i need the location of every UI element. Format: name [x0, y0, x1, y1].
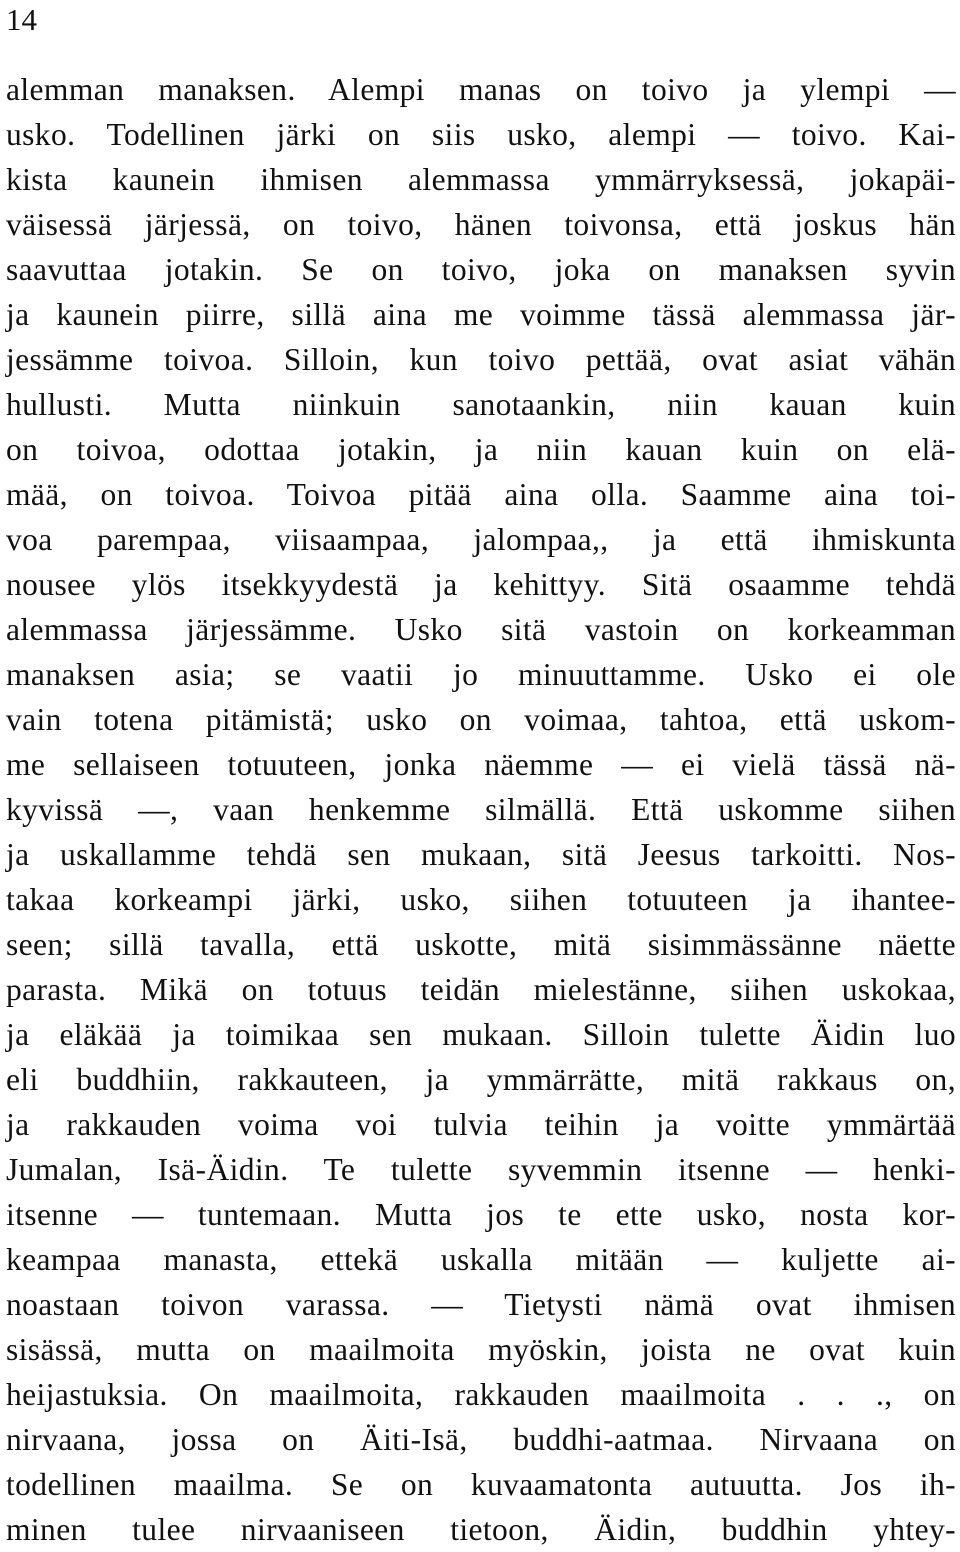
- text-line: nousee ylös itsekkyydestä ja kehittyy. Sitä osaamme tehdä: [6, 567, 956, 602]
- text-line: hullusti. Mutta niinkuin sanotaankin, niin kauan kuin: [6, 387, 956, 422]
- text-line: kista kaunein ihmisen alemmassa ymmärryksessä, jokapäi-: [6, 162, 956, 197]
- text-line: väisessä järjessä, on toivo, hänen toivonsa, että joskus hän: [6, 207, 956, 242]
- text-line: saavuttaa jotakin. Se on toivo, joka on manaksen syvin: [6, 252, 956, 287]
- text-line: alemman manaksen. Alempi manas on toivo ja ylempi —: [6, 72, 956, 107]
- body-text: [6, 67, 956, 1552]
- text-line: seen; sillä tavalla, että uskotte, mitä sisimmässänne näette: [6, 927, 956, 962]
- text-line: usko. Todellinen järki on siis usko, alempi — toivo. Kai-: [6, 117, 956, 152]
- text-line: Jumalan, Isä-Äidin. Te tulette syvemmin itsenne — henki-: [6, 1152, 956, 1187]
- text-line: parasta. Mikä on totuus teidän mielestänne, siihen uskokaa,: [6, 972, 956, 1007]
- text-line: ja rakkauden voima voi tulvia teihin ja voitte ymmärtää: [6, 1107, 956, 1142]
- text-line: kyvissä —, vaan henkemme silmällä. Että uskomme siihen: [6, 792, 956, 827]
- text-line: on toivoa, odottaa jotakin, ja niin kauan kuin on elä-: [6, 432, 956, 467]
- text-line: eli buddhiin, rakkauteen, ja ymmärrätte, mitä rakkaus on,: [6, 1062, 956, 1097]
- text-line: sisässä, mutta on maailmoita myöskin, joista ne ovat kuin: [6, 1332, 956, 1367]
- text-line: nirvaana, jossa on Äiti-Isä, buddhi-aatmaa. Nirvaana on: [6, 1422, 956, 1457]
- text-line: heijastuksia. On maailmoita, rakkauden maailmoita . . ., on: [6, 1377, 956, 1412]
- text-line: minen tulee nirvaaniseen tietoon, Äidin, buddhin yhtey-: [6, 1512, 956, 1547]
- text-line: jessämme toivoa. Silloin, kun toivo pettää, ovat asiat vähän: [6, 342, 956, 377]
- text-line: itsenne — tuntemaan. Mutta jos te ette usko, nosta kor-: [6, 1197, 956, 1232]
- text-line: mää, on toivoa. Toivoa pitää aina olla. Saamme aina toi-: [6, 477, 956, 512]
- text-line: ja kaunein piirre, sillä aina me voimme tässä alemmassa jär-: [6, 297, 956, 332]
- text-line: keampaa manasta, ettekä uskalla mitään — kuljette ai-: [6, 1242, 956, 1277]
- text-line: alemmassa järjessämme. Usko sitä vastoin on korkeamman: [6, 612, 956, 647]
- text-line: ja uskallamme tehdä sen mukaan, sitä Jeesus tarkoitti. Nos-: [6, 837, 956, 872]
- text-line: manaksen asia; se vaatii jo minuuttamme. Usko ei ole: [6, 657, 956, 692]
- text-line: todellinen maailma. Se on kuvaamatonta autuutta. Jos ih-: [6, 1467, 956, 1502]
- text-line: me sellaiseen totuuteen, jonka näemme — ei vielä tässä nä-: [6, 747, 956, 782]
- text-line: voa parempaa, viisaampaa, jalompaa,, ja että ihmiskunta: [6, 522, 956, 557]
- page-number: 14: [6, 2, 37, 37]
- text-line: noastaan toivon varassa. — Tietysti nämä ovat ihmisen: [6, 1287, 956, 1322]
- text-line: ja eläkää ja toimikaa sen mukaan. Silloin tulette Äidin luo: [6, 1017, 956, 1052]
- text-line: takaa korkeampi järki, usko, siihen totuuteen ja ihantee-: [6, 882, 956, 917]
- text-line: vain totena pitämistä; usko on voimaa, tahtoa, että uskom-: [6, 702, 956, 737]
